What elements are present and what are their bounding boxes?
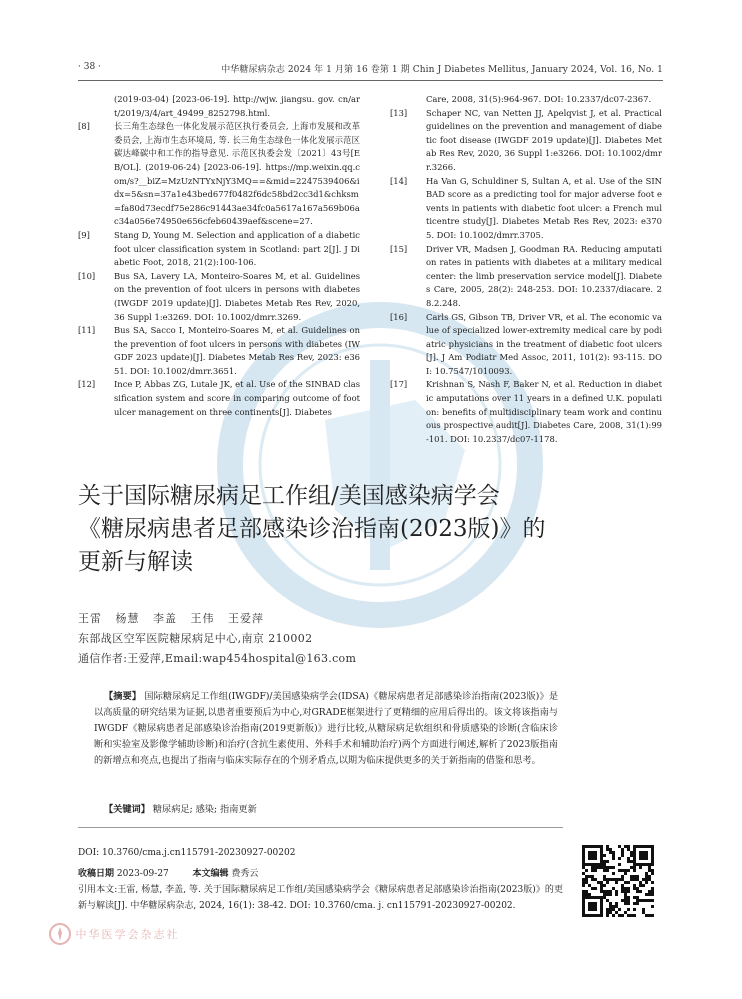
article-title bbox=[78, 480, 638, 579]
corresponding-author: 通信作者:王爱萍,Email:wap454hospital@163.com bbox=[78, 652, 357, 665]
affiliation: 东部战区空军医院糖尿病足中心,南京 210002 bbox=[78, 632, 313, 645]
editor-label: 本文编辑 bbox=[192, 869, 229, 879]
publisher-logo bbox=[48, 922, 348, 946]
publisher-seal-icon bbox=[48, 922, 72, 946]
title-line: 更新与解读 bbox=[78, 549, 193, 575]
citation: 引用本文:王雷, 杨慧, 李盖, 等. 关于国际糖尿病足工作组/美国感染病学会《糖尿病患者足部感染诊治指南(2023版)》的更新与解读[J]. 中华糖尿病杂志, 2024, 16(1): 38-42. DOI: 10.3760/cma. j. cn115791-20230927-00202. bbox=[78, 885, 563, 911]
keywords-text: 糖尿病足; 感染; 指南更新 bbox=[152, 804, 257, 815]
reference-item: [17] Krishnan S, Nash F, Baker N, et al. Reduction in diabetic amputations over 11 years in a defined U.K. population: benefits of multidisciplinary team work and continuous prospective audit[J]. Diabetes Care, 2008, 31(1):99-101. DOI: 10.2337/dc07-1178. bbox=[390, 379, 662, 444]
reference-item: Care, 2008, 31(5):964-967. DOI: 10.2337/dc07-2367. bbox=[426, 94, 652, 104]
author-list: 王雷 杨慧 李盖 王伟 王爱萍 bbox=[78, 612, 264, 625]
abstract bbox=[94, 689, 558, 769]
qr-code-icon bbox=[582, 845, 654, 917]
reference-item: [16] Carls GS, Gibson TB, Driver VR, et al. The economic value of specialized lower-extremity medical care by podiatric physicians in the treatment of diabetic foot ulcers[J]. J Am Podiatr Med Assoc, 2011, 101(2): 93-115. DOI: 10.7547/1010093. bbox=[390, 311, 662, 376]
reference-item: [15] Driver VR, Madsen J, Goodman RA. Reducing amputation rates in patients with diabetes at a military medical center: the limb preservation service model[J]. Diabetes Care, 2005, 28(2): 248-253. DOI: 10.2337/diacare. 28.2.248. bbox=[390, 243, 662, 308]
editor-name: 费秀云 bbox=[231, 869, 259, 879]
reference-item: [12] Ince P, Abbas ZG, Lutale JK, et al. Use of the SINBAD classification system and score in comparing outcome of foot ulcer management on three continents[J]. Diabetes bbox=[78, 379, 360, 417]
section-divider bbox=[78, 827, 563, 828]
title-line: 关于国际糖尿病足工作组/美国感染病学会 bbox=[78, 483, 500, 509]
keywords-label: 【关键词】 bbox=[104, 804, 150, 815]
received-date: 2023-09-27 bbox=[116, 869, 169, 879]
publisher-name: 中华医学会杂志社 bbox=[75, 928, 180, 941]
running-head: 中华糖尿病杂志 2024 年 1 月第 16 卷第 1 期 Chin J Diabetes Mellitus, January 2024, Vol. 16, No. 1 bbox=[221, 65, 663, 75]
reference-item: [14] Ha Van G, Schuldiner S, Sultan A, et al. Use of the SINBAD score as a predicting tool for major adverse foot events in patients with diabetic foot ulcer: a French multicentre study[J]. Diabetes Metab Res Rev, 2023: e3705. DOI: 10.1002/dmrr.3705. bbox=[390, 175, 662, 240]
reference-item: (2019-03-04) [2023-06-19]. http://wjw. jiangsu. gov. cn/art/2019/3/4/art_49499_8252798.html. bbox=[114, 94, 360, 118]
title-line: 《糖尿病患者足部感染诊治指南(2023版)》的 bbox=[78, 516, 546, 542]
abstract-text: 国际糖尿病足工作组(IWGDF)/美国感染病学会(IDSA)《糖尿病患者足部感染诊治指南(2023版)》是以高质量的研究结果为证据,以患者重要预后为中心,对GRADE框架进行了更精细的应用后得出的。该文将该指南与IWGDF《糖尿病患者足部感染诊治指南(2019更新版)》进行比较,从糖尿病足软组织和骨质感染的诊断(含临床诊断和实验室及影像学辅助诊断)和治疗(含抗生素使用、外科手术和辅助治疗)两个方面进行阐述,解析了2023版指南的新增点和亮点,也提出了指南与临床实际存在的个别矛盾点,以期为临床提供更多的关于新指南的借鉴和思考。 bbox=[94, 691, 559, 766]
header-divider bbox=[78, 80, 663, 81]
reference-item: [8] 长三角生态绿色一体化发展示范区执行委员会, 上海市发展和改革委员会, 上海市生态环境局, 等. 长三角生态绿色一体化发展示范区碳达峰碳中和工作的指导意见. 示范区执委会发〔2021〕43号[EB/OL]. (2019-06-24) [2023-06-19]. https://mp.weixin.qq.com/s?__biZ=MzUzNTYxNjY3MQ==&mid=2247539406&idx=5&sn=37a1e43bed677f0482f6dc58bd2cc3d1&chksm=fa80d73ecdf75e286c91443ae34fc0a5617a167a569b06ac34a056e74950e656cfeb60439aef&scene=27. bbox=[78, 121, 360, 227]
page-number: · 38 · bbox=[78, 62, 101, 72]
references-right-column bbox=[390, 93, 662, 446]
reference-item: [11] Bus SA, Sacco I, Monteiro-Soares M, et al. Guidelines on the prevention of foot ulcers in persons with diabetes (IWGDF 2023 update)[J]. Diabetes Metab Res Rev, 2023: e3651. DOI: 10.1002/dmrr.3651. bbox=[78, 325, 360, 376]
reference-item: [10] Bus SA, Lavery LA, Monteiro-Soares M, et al. Guidelines on the prevention of foot ulcers in persons with diabetes (IWGDF 2019 update)[J]. Diabetes Metab Res Rev, 2020, 36 Suppl 1:e3269. DOI: 10.1002/dmrr.3269. bbox=[78, 270, 360, 322]
abstract-label: 【摘要】 bbox=[104, 691, 142, 702]
reference-item: [13] Schaper NC, van Netten JJ, Apelqvist J, et al. Practical guidelines on the prevention and management of diabetic foot disease (IWGDF 2019 update)[J]. Diabetes Metab Res Rev, 2020, 36 Suppl 1:e3266. DOI: 10.1002/dmrr.3266. bbox=[390, 107, 662, 172]
doi: DOI: 10.3760/cma.j.cn115791-20230927-00202 bbox=[78, 848, 296, 858]
received-label: 收稿日期 bbox=[78, 869, 115, 879]
references-left-column bbox=[78, 93, 360, 419]
page-header bbox=[78, 60, 663, 78]
reference-item: [9] Stang D, Young M. Selection and application of a diabetic foot ulcer classification system in Scotland: part 2[J]. J Diabetic Foot, 2018, 21(2):100-106. bbox=[78, 229, 360, 268]
dates-line bbox=[78, 866, 258, 879]
keywords bbox=[104, 801, 257, 815]
